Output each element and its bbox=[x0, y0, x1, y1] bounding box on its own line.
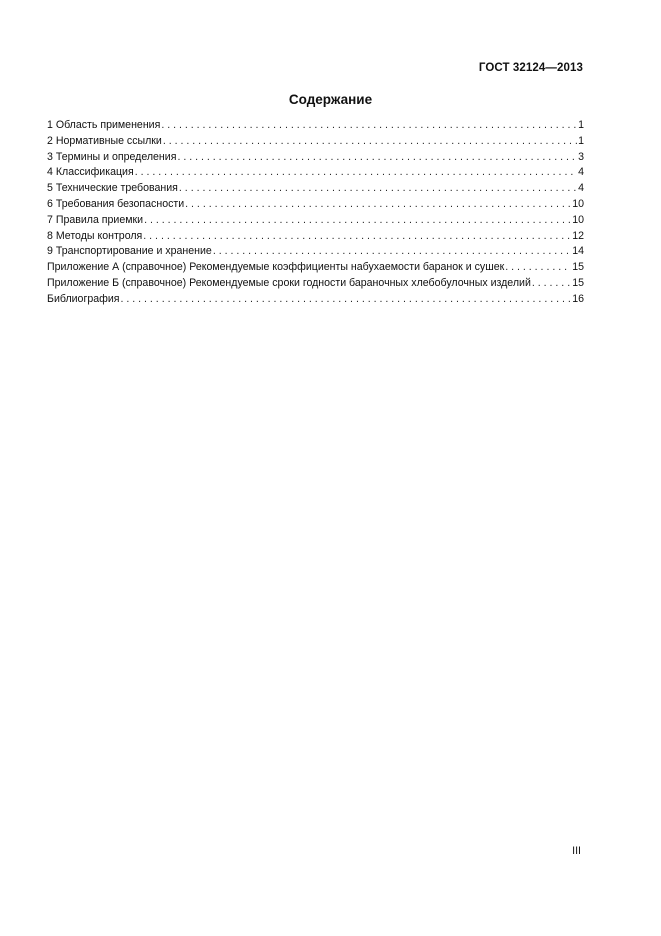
toc-entry[interactable] bbox=[47, 276, 584, 292]
toc-entry[interactable] bbox=[47, 229, 584, 245]
toc-leader-dots bbox=[177, 150, 577, 166]
toc-entry-label: Приложение Б (справочное) Рекомендуемые сроки годности бараночных хлебобулочных изделий bbox=[47, 276, 531, 289]
toc-leader-dots bbox=[135, 165, 577, 181]
page-number: III bbox=[572, 845, 581, 857]
toc-entry[interactable] bbox=[47, 244, 584, 260]
standard-code: ГОСТ 32124—2013 bbox=[478, 62, 583, 74]
toc-entry-label: 4 Классификация bbox=[47, 166, 134, 179]
toc-entry-label: 9 Транспортирование и хранение bbox=[47, 245, 212, 258]
table-of-contents bbox=[47, 118, 584, 308]
toc-entry-page: 4 bbox=[578, 182, 584, 195]
toc-leader-dots bbox=[161, 118, 577, 134]
toc-leader-dots bbox=[213, 244, 571, 260]
toc-entry-page: 3 bbox=[578, 150, 584, 163]
toc-entry-label: 1 Область применения bbox=[47, 119, 161, 131]
toc-entry[interactable] bbox=[47, 213, 584, 229]
toc-leader-dots bbox=[143, 229, 571, 245]
toc-title: Содержание bbox=[288, 92, 373, 107]
toc-entry[interactable] bbox=[47, 197, 584, 213]
toc-entry[interactable] bbox=[47, 134, 584, 150]
toc-entry-page: 10 bbox=[572, 197, 584, 210]
toc-entry-page: 1 bbox=[578, 119, 584, 131]
toc-leader-dots bbox=[163, 134, 577, 150]
toc-entry-label: 7 Правила приемки bbox=[47, 213, 144, 226]
toc-entry-label: 2 Нормативные ссылки bbox=[47, 134, 162, 147]
toc-entry-page: 4 bbox=[578, 166, 584, 179]
toc-leader-dots bbox=[120, 292, 571, 308]
toc-leader-dots bbox=[532, 276, 571, 292]
toc-leader-dots bbox=[179, 181, 577, 197]
toc-entry-label: Приложение А (справочное) Рекомендуемые коэффициенты набухаемости баранок и сушек bbox=[47, 261, 505, 274]
toc-entry-page: 10 bbox=[572, 213, 584, 226]
toc-entry-page: 1 bbox=[578, 134, 584, 147]
toc-entry-label: 3 Термины и определения bbox=[47, 150, 177, 163]
toc-leader-dots bbox=[185, 197, 571, 213]
toc-entry-page: 15 bbox=[572, 261, 584, 274]
toc-entry-label: 5 Технические требования bbox=[47, 182, 178, 195]
toc-entry-page: 12 bbox=[572, 229, 584, 242]
toc-entry-page: 16 bbox=[572, 292, 584, 305]
toc-entry-page: 15 bbox=[572, 276, 584, 289]
toc-entry-label: 6 Требования безопасности bbox=[47, 197, 185, 210]
toc-entry-label: 8 Методы контроля bbox=[47, 229, 143, 242]
toc-entry[interactable] bbox=[47, 292, 584, 308]
toc-entry[interactable] bbox=[47, 150, 584, 166]
toc-entry-page: 14 bbox=[572, 245, 584, 258]
toc-entry[interactable] bbox=[47, 181, 584, 197]
toc-entry-label: Библиография bbox=[47, 292, 120, 305]
toc-entry[interactable] bbox=[47, 260, 584, 276]
toc-leader-dots bbox=[144, 213, 571, 229]
toc-entry[interactable] bbox=[47, 165, 584, 181]
toc-leader-dots bbox=[505, 260, 571, 276]
toc-entry[interactable] bbox=[47, 118, 584, 134]
